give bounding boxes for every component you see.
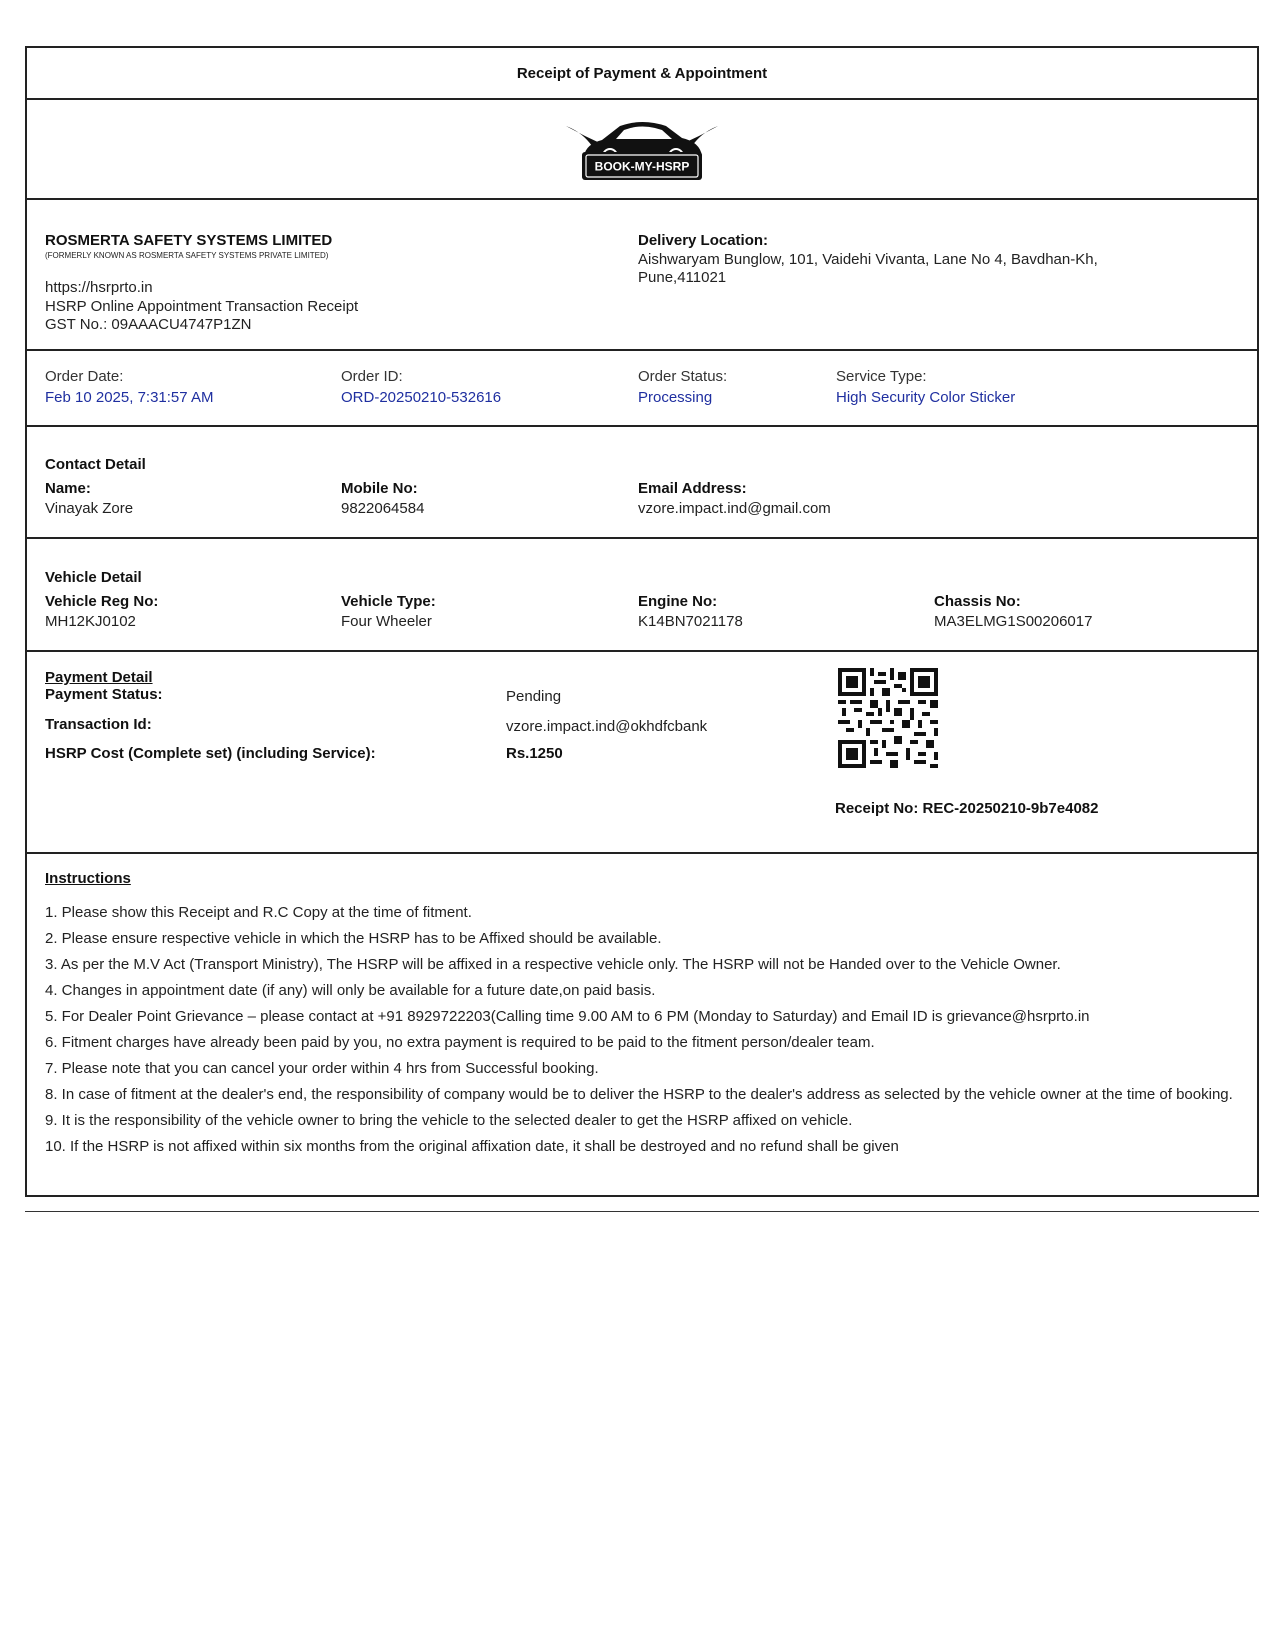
- mobile-label: Mobile No:: [341, 480, 418, 497]
- receipt-number: [835, 800, 1098, 817]
- engine-no: K14BN7021178: [638, 613, 743, 630]
- hsrp-cost-label: HSRP Cost (Complete set) (including Service):: [45, 745, 376, 762]
- book-my-hsrp-logo: [562, 114, 722, 184]
- transaction-id: vzore.impact.ind@okhdfcbank: [506, 718, 708, 735]
- order-date-label: Order Date:: [45, 368, 124, 385]
- payment-heading: Payment Detail: [45, 669, 153, 686]
- instruction-item: 10. If the HSRP is not affixed within six months from the original affixation date, it shall be destroyed and no refund shall be given: [45, 1138, 899, 1155]
- instruction-item: 2. Please ensure respective vehicle in which the HSRP has to be Affixed should be available.: [45, 930, 662, 947]
- delivery-label: Delivery Location:: [638, 232, 769, 249]
- payment-status-label: Payment Status:: [45, 686, 163, 703]
- receipt: [25, 46, 1259, 1197]
- payment-section: [27, 652, 1257, 854]
- svg-text:BOOK-MY-HSRP: BOOK-MY-HSRP: [594, 159, 690, 174]
- instruction-item: 1. Please show this Receipt and R.C Copy at the time of fitment.: [45, 904, 472, 921]
- instruction-item: 3. As per the M.V Act (Transport Ministry), The HSRP will be affixed in a respective vehicle only. The HSRP will not be Handed over to the Vehicle Owner.: [45, 956, 1061, 973]
- instruction-item: 7. Please note that you can cancel your order within 4 hrs from Successful booking.: [45, 1060, 599, 1077]
- page-title: Receipt of Payment & Appointment: [516, 64, 768, 82]
- email-label: Email Address:: [638, 480, 747, 497]
- bottom-divider: [25, 1211, 1259, 1212]
- engine-label: Engine No:: [638, 593, 718, 610]
- contact-section: [27, 427, 1257, 539]
- transaction-id-label: Transaction Id:: [45, 716, 152, 733]
- name-label: Name:: [45, 480, 91, 497]
- instruction-item: 4. Changes in appointment date (if any) will only be available for a future date,on paid basis.: [45, 982, 656, 999]
- company-website: https://hsrprto.in: [45, 279, 153, 296]
- contact-name: Vinayak Zore: [45, 500, 134, 517]
- company-name: ROSMERTA SAFETY SYSTEMS LIMITED: [45, 232, 333, 249]
- vehicle-section: [27, 539, 1257, 652]
- payment-status: Pending: [506, 688, 562, 705]
- contact-heading: Contact Detail: [45, 456, 146, 473]
- order-status: Processing: [638, 389, 713, 406]
- contact-email: vzore.impact.ind@gmail.com: [638, 500, 831, 517]
- order-status-label: Order Status:: [638, 368, 728, 385]
- company-formerly: (FORMERLY KNOWN AS ROSMERTA SAFETY SYSTEMS PRIVATE LIMITED): [45, 251, 329, 260]
- receipt-no-value: REC-20250210-9b7e4082: [922, 800, 1099, 817]
- order-section: [27, 351, 1257, 427]
- order-id: ORD-20250210-532616: [341, 389, 502, 406]
- instructions-list: [45, 904, 1237, 1164]
- delivery-line2: Pune,411021: [638, 269, 727, 286]
- company-section: [27, 200, 1257, 351]
- receipt-no-label: Receipt No:: [835, 800, 919, 817]
- order-id-label: Order ID:: [341, 368, 403, 385]
- vehicle-type-label: Vehicle Type:: [341, 593, 436, 610]
- gst-number: GST No.: 09AAACU4747P1ZN: [45, 316, 252, 333]
- hsrp-cost: Rs.1250: [506, 745, 563, 762]
- order-date: Feb 10 2025, 7:31:57 AM: [45, 389, 214, 406]
- contact-mobile: 9822064584: [341, 500, 425, 517]
- delivery-line1: Aishwaryam Bunglow, 101, Vaidehi Vivanta, Lane No 4, Bavdhan-Kh,: [638, 251, 1098, 268]
- vehicle-reg-label: Vehicle Reg No:: [45, 593, 159, 610]
- title-section: [27, 48, 1257, 100]
- vehicle-type: Four Wheeler: [341, 613, 432, 630]
- qr-code: [838, 668, 938, 768]
- chassis-label: Chassis No:: [934, 593, 1021, 610]
- vehicle-heading: Vehicle Detail: [45, 569, 142, 586]
- instructions-section: [27, 854, 1257, 1185]
- logo-section: [27, 100, 1257, 200]
- instruction-item: 9. It is the responsibility of the vehicle owner to bring the vehicle to the selected dealer to get the HSRP affixed on vehicle.: [45, 1112, 853, 1129]
- chassis-no: MA3ELMG1S00206017: [934, 613, 1093, 630]
- instruction-item: 6. Fitment charges have already been paid by you, no extra payment is required to be paid to the fitment person/dealer team.: [45, 1034, 875, 1051]
- vehicle-reg: MH12KJ0102: [45, 613, 136, 630]
- service-type: High Security Color Sticker: [836, 389, 1016, 406]
- service-type-label: Service Type:: [836, 368, 927, 385]
- instructions-heading: Instructions: [45, 870, 131, 887]
- receipt-type: HSRP Online Appointment Transaction Receipt: [45, 298, 359, 315]
- instruction-item: 8. In case of fitment at the dealer's end, the responsibility of company would be to deliver the HSRP to the dealer's address as selected by the vehicle owner at the time of booking.: [45, 1086, 1233, 1103]
- instruction-item: 5. For Dealer Point Grievance – please contact at +91 8929722203(Calling time 9.00 AM to 6 PM (Monday to Saturday) and Email ID is grievance@hsrprto.in: [45, 1008, 1090, 1025]
